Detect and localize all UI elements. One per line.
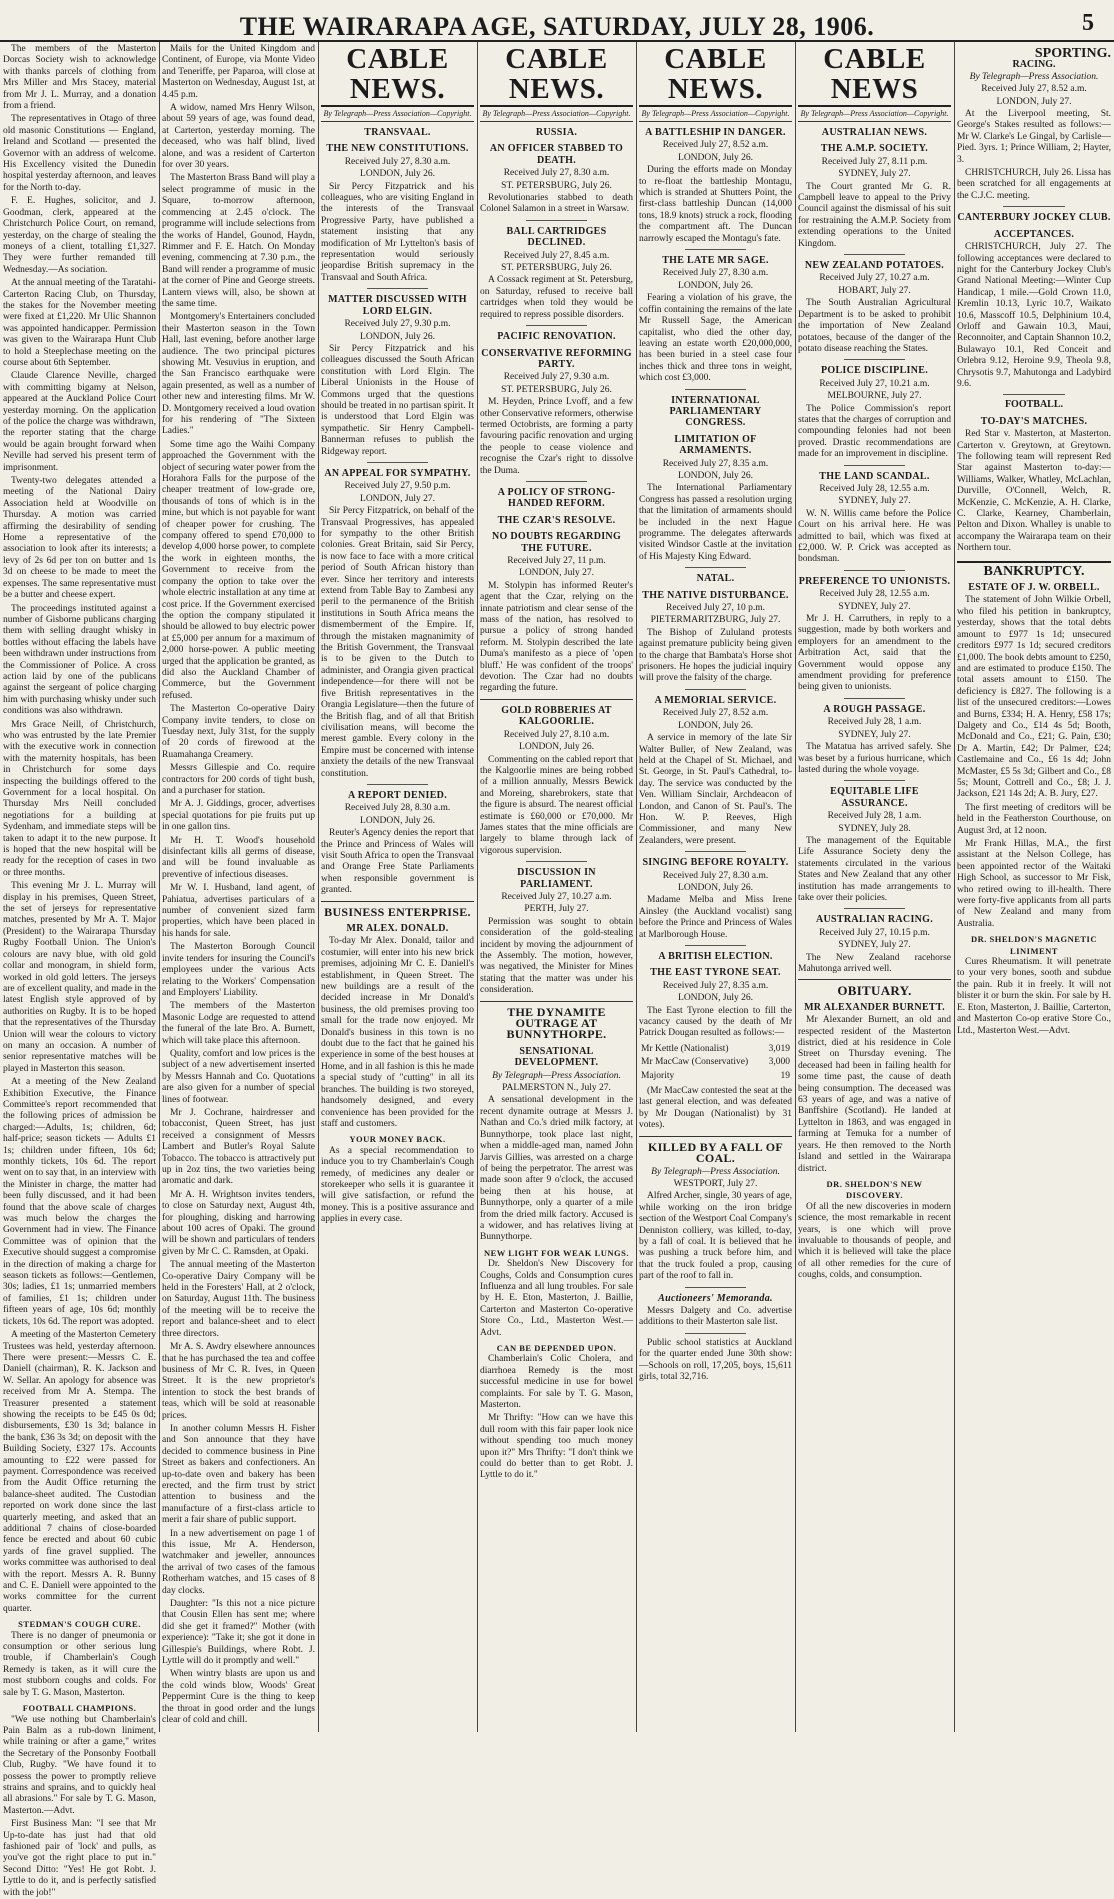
divider (685, 389, 746, 390)
news-paragraph: During the efforts made on Monday to re-float the battleship Montagu, which is stranded at Shutters Point, the first-class battleship Duncan (14,000 tons, 18.9 knots) struck a rock, flooding the compartment aft. The Duncan narrowly escaped the Montagu's fate. (639, 165, 792, 244)
dateline: Received July 27, 8.10 a.m. (503, 729, 610, 740)
press-byline: By Telegraph—Press Association. (492, 1070, 621, 1081)
divider (798, 979, 951, 980)
dateline: LONDON, July 26. (678, 152, 753, 163)
advert-title: DR. SHELDON'S MAGNETIC LINIMENT (970, 934, 1097, 956)
section-title: BANKRUPTCY. (957, 561, 1111, 577)
dateline: LONDON, July 26. (678, 470, 753, 481)
vote-count: 3,000 (768, 1057, 790, 1068)
table-row (641, 1071, 790, 1082)
section-title: OBITUARY. (837, 983, 912, 999)
news-paragraph: M. Heyden, Prince Lvoff, and a few other Conservative reformers, otherwise termed Octobrists, are forming a party favouring pacific renovation and urging the people to cease violence and recognise the Czar's right to dissolve the Duma. (480, 397, 634, 476)
divider (844, 570, 905, 571)
section-subtitle: TO-DAY'S MATCHES. (980, 415, 1088, 427)
section-subtitle: ACCEPTANCES. (993, 228, 1075, 240)
news-paragraph: Revolutionaries stabbed to death Colonel Salamon in a street in Warsaw. (480, 193, 633, 215)
news-paragraph: To-day Mr Alex. Donald, tailor and costumier, will enter into his new brick premises, adjoining Mr C. E. Daniell's establishment, in Queen Street. The new buildings are a result of the decided increase in Mr Donald's business, the old premises proving too small for the trade now enjoyed. Mr Donald's business in this town is no doubt due to the fact that he gained his experience in some of the best houses at Home, and in all fashion is this he made a special study of "cutting" in all its branches. The building is two storeyed, handsomely designed, and every convenience has been provided for the staff and customers. (321, 936, 474, 1129)
dateline: LONDON, July 26. (678, 882, 753, 893)
divider (367, 784, 428, 785)
advert-text: As a special recommendation to induce you to try Chamberlain's Cough remedy, of medicines any dealer or storekeeper who sells it is guarantee it will give satisfaction, or refund the money. This is a positive assurance and applies in every case. (321, 1145, 474, 1225)
dateline: Received July 28, 1 a.m. (827, 717, 922, 728)
cable-news-header: CABLE NEWS (798, 44, 951, 107)
section-title: RACING. (1012, 59, 1056, 71)
dateline: SYDNEY, July 27. (838, 601, 911, 612)
press-byline: By Telegraph—Press Association—Copyright. (480, 109, 633, 122)
sporting-header: SPORTING. (1034, 46, 1111, 61)
dateline: LONDON, July 26. (678, 720, 753, 731)
divider (844, 465, 905, 466)
news-paragraph: W. N. Willis came before the Police Court on his arrival here. He was admitted to bail, which was fixed at £2,000. W. P. Crick was accepted as bondsman. (798, 508, 951, 565)
section-title: AUSTRALIAN RACING. (815, 914, 934, 926)
news-paragraph: The members of the Masterton Masonic Lodge are requested to attend the funeral of the late Bro. A. Burnett, which will take place this afternoon. (162, 1001, 315, 1046)
news-paragraph: Some time ago the Waihi Company approached the Government with the object of securing water power from the Horahora Falls for the purpose of the cheaper treatment of low-grade ore, thousands of tons of which is in the mine, but which is not payable for want of cheaper power for crushing. The company offered to spend £70,000 to develop 4,000 horse power, to complete the work in eighteen months, the Government to receive from the company the option to take over the whole electric installation at any time at cost price. If the Government exercised the option the company stipulated it should be allowed to buy electric power at £5,000 per annum for a maximum of 2,000 horse-power. A public meeting urged that the application be granted, as did also the Auckland Chamber of Commerce, but the Government refused. (162, 439, 315, 701)
news-paragraph: Mrs Grace Neill, of Christchurch, who was entrusted by the late Premier with the executive work in connection with the maternity hospitals, has been in Christchurch for some days inspecting the buildings offered to the Government for a local hospital. On Thursday Mrs Neill concluded negotiations for a building at Sydenham, and immediate steps will be taken to adapt it to the new purpose. It is hoped that the new hospital will be ready for the reception of cases in two or three months. (3, 719, 156, 878)
divider (685, 689, 746, 690)
dateline: HOBART, July 27. (838, 285, 911, 296)
column-6 (795, 44, 954, 1732)
section-title: CANTERBURY JOCKEY CLUB. (957, 212, 1111, 224)
dateline: LONDON, July 26. (360, 169, 435, 180)
section-subtitle: THE NEW CONSTITUTIONS. (326, 143, 469, 155)
news-paragraph: Mr A. S. Awdry elsewhere announces that he has purchased the tea and coffee business of Mr C. R. Ives, in Queen Street. It is the new proprietor's intention to stock the best brands of teas, which will be sold at reasonable prices. (162, 1342, 315, 1421)
news-paragraph: Messrs Dalgety and Co. advertise additions to their Masterton sale list. (639, 1305, 792, 1328)
news-paragraph: The management of the Equitable Life Assurance Society deny the statements circulated in the various States and New Zealand that any other institution has made arrangements to take over their policies. (798, 835, 951, 903)
advert-text: "We use nothing but Chamberlain's Pain Balm as a rub-down liniment, while training or after a game," writes the Secretary of the Ponsonby Football Club, Rugby. "We have found it to possess the power to promptly relieve strains and sprains, and to quickly heal all abrasions." For sale by T. G. Mason, Masterton.—Advt. (3, 1714, 156, 1816)
divider (685, 851, 746, 852)
news-paragraph: Quality, comfort and low prices is the subject of a new advertisement inserted by Messrs Hannah and Co. Quotations are also given for a number of special lines of footwear. (162, 1048, 315, 1105)
section-title: BALL CARTRIDGES DECLINED. (506, 225, 607, 249)
news-paragraph: A widow, named Mrs Henry Wilson, about 59 years of age, was found dead, at Carterton, yesterday morning. The deceased, who was half blind, lived alone, and was a resident of Carterton for over 30 years. (162, 103, 315, 171)
news-paragraph: Mr J. Cochrane, hairdresser and tobacconist, Queen Street, has just received a consignment of Messrs Lambert and Butler's Royal Salute Tobacco. The tobacco is attractively put up in 2oz tins, the two varieties being aromatic and dark. (162, 1107, 315, 1187)
section-title: DISCUSSION IN PARLIAMENT. (517, 867, 596, 890)
column-2 (159, 44, 318, 1732)
dateline: Received July 27, 8.35 a.m. (662, 980, 769, 991)
column-4 (477, 44, 636, 1732)
press-byline: By Telegraph—Press Association—Copyright. (798, 109, 951, 122)
advert-title: DR. SHELDON'S NEW DISCOVERY. (826, 1178, 923, 1201)
dateline: Received July 28, 8.30 a.m. (344, 803, 451, 814)
news-paragraph: A sensational development in the recent dynamite outrage at Messrs J. Nathan and Co.'s dried milk factory, at Bunnythorpe, took place last night, when a middle-aged man, named John Jarvis Gillies, was arrested on a charge of being the perpetrator. The arrest was made soon after 9 o'clock, the accused being then at his house, at Bunnythorpe, only a quarter of a mile from the dried milk factory. Accused is a widower, and has relatives living at Bunnythorpe. (480, 1095, 633, 1243)
news-paragraph: Mr H. T. Wood's household disinfectant kills all germs of disease, and will be found invaluable as preventive of infectious diseases. (162, 835, 315, 880)
dateline: Received July 27, 11 p.m. (507, 556, 606, 566)
dateline: Received July 27, 10.15 p.m. (819, 927, 930, 938)
press-byline: By Telegraph—Press Association. (651, 1166, 780, 1177)
news-paragraph: Mr Alexander Burnett, an old and respected resident of the Masterton district, died at his residence in Cole Street on Thursday evening. The deceased had been in failing health for some time past, the cause of death being consumption. The deceased was 63 years of age, and was a native of Banffshire (Scotland). He landed at Lyttelton in 1863, and was engaged in farming at Temuka for a number of years. He then removed to the North Island and settled in the Wairarapa district. (798, 1015, 951, 1174)
section-subtitle: SENSATIONAL DEVELOPMENT. (514, 1045, 599, 1069)
divider (367, 288, 428, 289)
news-paragraph: Alfred Archer, single, 30 years of age, while working on the iron bridge section of the Westport Coal Company's Denniston colliery, was killed, to-day, by a fall of coal. It is believed that he was pushing a truck before him, and that the truck fouled a prop, causing part of the roof to fall in. (639, 1191, 792, 1282)
news-paragraph: Red Star v. Masterton, at Masterton. Carterton v. Greytown, at Greytown. The following team will represent Red Star against Masterton to-day:—Williams, Walker, Whatley, McLachlan, Durville, O'Connell, Welch, R. McKenzie, C. McKenzie, A. H. Clarke, C. Clarke, Kearney, Chamberlain, Pelton and Dixon. Whalley is unable to accompany the Wairarapa team on their Northern tour. (957, 429, 1111, 554)
masthead (0, 6, 1114, 42)
section-title: FOOTBALL. (1004, 399, 1064, 411)
divider (844, 698, 905, 699)
candidate-name: Mr Kettle (Nationalist) (641, 1043, 729, 1054)
news-paragraph: In a new advertisement on page 1 of this issue, Mr A. Henderson, watchmaker and jeweller, announces the arrival of two cases of the famous Rotherham watches, and 15 cases of 8 day clocks. (162, 1528, 315, 1596)
page-number: 5 (1082, 10, 1094, 36)
section-subtitle: MR ALEXANDER BURNETT. (804, 1001, 945, 1013)
section-title: THE LAND SCANDAL. (819, 470, 930, 482)
divider (844, 908, 905, 909)
dateline: Received July 27, 10.21 a.m. (819, 378, 930, 389)
advert-text: Cures Rheumatism. It will penetrate to your very bones, sooth and subdue the pain. Rub it in freely. It will not blister it or burn the skin. For sale by H. E. Eton, Masterton, J. Baillie, Carterton, and Masterton Co-op erative Store Co., Ltd., Masterton West.—Advt. (957, 957, 1111, 1036)
news-paragraph: Public school statistics at Auckland for the quarter ended June 30th show:—Schools on roll, 17,205, boys, 15,611 girls, total 32,716. (639, 1337, 792, 1382)
news-paragraph: The representatives in Otago of three old masonic Constitutions — England, Ireland and Scotland — presented the Governor with an address of welcome. His Excellency visited the Dunedin hospital yesterday afternoon, and leaves for the North to-day. (3, 114, 156, 193)
section-title: TRANSVAAL. (364, 127, 431, 138)
candidate-name: Majority (641, 1070, 675, 1081)
dateline: SYDNEY, July 27. (838, 169, 911, 180)
divider (480, 1001, 633, 1002)
news-paragraph: A meeting of the Masterton Cemetery Trustees was held, yesterday afternoon. There were present:—Messrs C. E. Daniell (chairman), R. K. Jackson and W. Sellar. An apology for absence was received from Mr A. Stempa. The Treasurer presented a statement showing the receipts to be £45 0s 0d; disbursements, £30 1s 3d; balance in the bank, £36 3s 3d; on deposit with the Building Society, £327 17s. Accounts amounting to £22 were passed for payment. Correspondence was received from the Audit Office returning the balance-sheet audited. The Custodian reported on work done since the last quarterly meeting, and asked that an additional 7 chains of close-boarded fence be erected and about 60 cubic yards of fine gravel supplied. The works committee was authorised to deal with the report. Messrs A. R. Bunny and C. E. Daniell were appointed to the works committee for the current quarter. (3, 1330, 156, 1614)
section-title: A POLICY OF STRONG-HANDED REFORM. (497, 486, 616, 510)
news-paragraph: Madame Melba and Miss Irene Ainsley (the Auckland vocalist) sang before the Prince and Princess of Wales at Marlborough House. (639, 895, 792, 940)
cable-news-header: CABLE NEWS. (639, 44, 792, 107)
section-title: SINGING BEFORE ROYALTY. (642, 857, 789, 869)
divider (685, 1333, 746, 1334)
news-paragraph: The Court granted Mr G. R. Campbell leave to appeal to the Privy Council against the dismissal of his suit for restraining the A.M.P. Society from extending operations to the United Kingdom. (798, 181, 951, 249)
news-paragraph: The members of the Masterton Dorcas Society wish to acknowledge with thanks parcels of clothing from Mrs Miller and Mrs Stacey, material from Mr J. L. Murray, and a donation from a friend. (3, 44, 156, 112)
dateline: WESTPORT, July 27. (673, 1178, 758, 1189)
advert-text: Dr. Sheldon's New Discovery for Coughs, Colds and Consumption cures Influenza and all lung troubles. For sale by H. E. Eton, Masterton, J. Baillie, Carterton and Masterton Co-operative Store Co., Ltd., Masterton West.—Advt. (480, 1259, 633, 1338)
dateline: Received July 27, 9.30 a.m. (503, 372, 610, 383)
dateline: Received July 28, 1 a.m. (827, 811, 922, 822)
dateline: Received July 27, 8.52 a.m. (981, 84, 1087, 95)
section-subtitle: LIMITATION OF ARMAMENTS. (674, 433, 757, 457)
section-title: A ROUGH PASSAGE. (823, 703, 926, 715)
divider (526, 861, 587, 862)
section-subtitle: ESTATE OF J. W. ORBELL. (968, 582, 1100, 594)
news-paragraph: Reuter's Agency denies the report that the Prince and Princess of Wales will visit South Africa to open the Transvaal and Orange Free State Parliaments when responsible government is granted. (321, 828, 474, 896)
dateline: Received July 27, 10.27 a.m. (819, 273, 930, 284)
news-paragraph: Mr A. H. Wrightson invites tenders, to close on Saturday next, August 4th, for ploughing, disking and harrowing about 100 acres of Opaki. The ground will be shown and particulars of tenders given by Mr C. C. Ramsden, at Opaki. (162, 1189, 315, 1257)
news-paragraph: In another column Messrs H. Fisher and Son announce that they have decided to commence business in Pine Street as bakers and confectioners. An up-to-date oven and bakery has been erected, and the firm trust by strict attention to business and the manufacture of a first-class article to merit a fair share of public support. (162, 1423, 315, 1526)
news-paragraph: This evening Mr J. L. Murray will display in his premises, Queen Street, the set of jerseys for representative matches, presented by Mr A. T. Major (President) to the Wairarapa Thursday Rugby Football Union. The Union's colours are navy blue, with old gold collar and monogram, in shield form, worked in old gold letters. The jerseys are of excellent quality, and made in the latest English style approved of by authorities on Rugby. It is to be hoped that the representatives of the Thursday Union will wear the colours to victory on many an occasion. A number of senior representative matches will be played in Masterton this season. (3, 881, 156, 1074)
column-5 (636, 44, 795, 1732)
news-paragraph: The statement of John Wilkie Orbell, who filed his petition in bankruptcy, yesterday, shows that the total debts amount to £977 1s 1d; unsecured creditors £977 1s 1d; secured creditors £1,000. The book debts amount to £250, and are estimated to produce £150. The total assets amount to £150. The deficiency is £827. The following is a list of the unsecured creditors:—Lowes and Burns, £334; H. A. Henry, £58 17s; Dalgety and Co., £14 4s 5d; Booth, McDonald and Co., £21; G. Pain, £30; Dr A. Martin, £42; Dr Palmer, £24; Castlemaine and Co., £6 1s 4d; John McMaster, £5 5s 3d; Gilbert and Co., £8 5s; Mount, Cottrell and Co., £8; J. J. Jackson, £21 14s 2d; A. B. Jury, £27. (957, 595, 1111, 800)
divider (321, 901, 474, 902)
dateline: Received July 28, 12.55 a.m. (819, 483, 930, 494)
section-title: BUSINESS ENTERPRISE. (324, 904, 471, 919)
press-byline: By Telegraph—Press Association—Copyright. (639, 109, 792, 122)
dateline: SYDNEY, July 28. (838, 823, 911, 834)
divider (639, 1136, 792, 1137)
news-paragraph: The Police Commission's report states that the charges of corruption and compounding felonies had not been proved. Drastic recommendations are made for an improvement in discipline. (798, 403, 951, 460)
news-paragraph: At the Liverpool meeting, St. George's Stakes resulted as follows:—Mr W. Clarke's Le Gingal, by Carlisle—Pied. 3yrs. 1; Prince William, 2; Hayter, 3. (957, 109, 1111, 165)
news-paragraph: (Mr MacCaw contested the seat at the last general election, and was defeated by Mr Dougan (Nationalist) by 31 votes). (639, 1086, 792, 1131)
advert-text: Of all the new discoveries in modern science, the most remarkable in recent years, is one which will prove invaluable to thousands of people, and which it is believed will take the place of all other remedies for the cure of coughs, colds, and consumption. (798, 1201, 951, 1281)
section-title: THE LATE MR SAGE. (662, 255, 769, 267)
section-subtitle: AN OFFICER STABBED TO DEATH. (489, 143, 624, 166)
dateline: ST. PETERSBURG, July 26. (501, 180, 612, 191)
dateline: Received July 27, 9.50 p.m. (344, 481, 451, 492)
candidate-name: Mr MacCaw (Conservative) (641, 1057, 749, 1068)
section-title: PREFERENCE TO UNIONISTS. (798, 575, 951, 587)
table-row (641, 1057, 790, 1068)
advert-text: There is no danger of pneumonia or consumption or other serious lung trouble, if Chamberlain's Cough Remedy is taken, as it will cure the most stubborn coughs and colds. For sale by T. G. Mason, Masterton. (3, 1630, 156, 1698)
dateline: Received July 27, 8.30 a.m. (503, 168, 610, 179)
advert-title: STEDMAN'S COUGH CURE. (18, 1619, 141, 1630)
news-paragraph: The Bishop of Zululand protests against premature publicity being given to the charge that Bambata's Horse shot prisoners. He hopes the judicial inquiry will prove the falsity of the charge. (639, 627, 792, 684)
vote-count: 3,019 (768, 1043, 790, 1054)
section-title: KILLED BY A FALL OF COAL. (647, 1139, 784, 1166)
dateline: MELBOURNE, July 27. (827, 391, 922, 402)
section-subtitle: THE EAST TYRONE SEAT. (650, 967, 781, 979)
news-paragraph: At the annual meeting of the Taratahi-Carterton Racing Club, on Thursday, the stakes for the November meeting were fixed at £1,220. Mr Ulic Shannon was appointed handicapper. Permission was given to the Wairarapa Hunt Club to hold a Steeplechase meeting on the course about 6th September. (3, 278, 156, 368)
news-paragraph: Sir Percy Fitzpatrick, on behalf of the Transvaal Progressives, has appealed for sympathy to the other British colonies. Great Britain, said Sir Percy, is now face to face with a more critical period of South African history than ever. Since her territory and interests extend from Table Bay to Zambesi any peril to the permanence of the British institutions in South Africa means the dismemberment of the Empire. If, through the mistaken magnanimity of the British Government, the Transvaal is to be given to the Dutch to administer, and Orangia given practical independence—for there will not be five British representatives in the Orangia Legislature—then the future of the British flag, and of all that British civilisation means, will become the merest gamble. Every colony in the Empire must be concerned with intense anxiety the details of the new Transvaal constitution. (321, 506, 474, 779)
dateline: SYDNEY, July 27. (838, 496, 911, 507)
divider (844, 780, 905, 781)
news-paragraph: Montgomery's Entertainers concluded their Masterton season in the Town Hall, last evening, before another large audience. The two principal pictures showing Mt. Vesuvius in eruption, and the San Francisco earthquake were again presented, as well as a number of other new and interesting films. Mr W. D. Montgomery received a loud ovation for his rendering of "The Sixteen Ladies." (162, 312, 315, 437)
section-subtitle: THE NATIVE DISTURBANCE. (642, 589, 789, 601)
divider (844, 254, 905, 255)
news-paragraph: CHRISTCHURCH, July 27. The following acceptances were declared to night for the Canterbury Jockey Club's Grand National Meeting:—Winter Cup Handicap, 1 mile.—Gold Crown 11.0, Kremlin 10.13, Lyric 10.7, Waikato 10.6, Masscoff 10.5, Delphinium 10.4, Orloff and Gawain 10.3, Maui, Reconnoiter, and Captain Shannon 10.2, Bulawayo 10.1, Red Conceit and Orlebra 9.12, Heroine 9.9, Theola 9.8, Chrysotis 9.7, Mahutonga and Ladybird 9.6. (957, 242, 1111, 389)
news-paragraph: A service in memory of the late Sir Walter Buller, of New Zealand, was held at the Chapel of St. Michael, and St. George, in St. Paul's Cathedral, to-day. The service was conducted by the Ven. William Sinclair, Archdeacon of London, and Canon of St. Paul's. The Hon. W. P. Reeves, High Commissioner, and many New Zealanders, were present. (639, 733, 792, 846)
press-byline: By Telegraph—Press Association. (969, 71, 1099, 82)
section-title: AUSTRALIAN NEWS. (821, 127, 928, 138)
divider (685, 567, 746, 568)
vote-count: 19 (780, 1070, 790, 1081)
news-paragraph: M. Stolypin has informed Reuter's agent that the Czar, relying on the innate patriotism and clear sense of the mass of the nation, has resolved to pursue a policy of strong handed reform. M. Stolypin described the late Duma's manifesto as a piece of 'open bluff.' He was confident of the troops' devotion. The Czar had no doubts regarding the future. (480, 580, 633, 694)
news-paragraph: Fearing a violation of his grave, the coffin containing the remains of the late Mr Russell Sage, the American capitalist, who died the other day, leaving an estate worth £20,000,000, has been buried in a steel case four inches thick and three tons in weight, which cost £3,000. (639, 293, 792, 384)
divider (1003, 394, 1065, 395)
divider (526, 481, 587, 482)
divider (685, 1287, 746, 1288)
dateline: Received July 27, 8.45 a.m. (503, 250, 610, 261)
advert-title: NEW LIGHT FOR WEAK LUNGS. (484, 1247, 629, 1258)
news-paragraph: The annual meeting of the Masterton Co-operative Dairy Company will be held in the Foresters' Hall, at 2 o'clock, on Saturday, August 11th. The business of the meeting will be to receive the report and balance-sheet and to elect three directors. (162, 1260, 315, 1339)
news-paragraph: The Matatua has arrived safely. She was beset by a furious hurricane, which lasted during the whole voyage. (798, 742, 951, 775)
divider (526, 220, 587, 221)
news-paragraph: The International Parliamentary Congress has passed a resolution urging that the limitation of armaments should be included in the next Hague programme. The delegates afterwards visited Windsor Castle at the invitation of His Majesty King Edward. (639, 483, 792, 562)
advert-title: FOOTBALL CHAMPIONS. (22, 1703, 137, 1714)
news-paragraph: The proceedings instituted against a number of Gisborne publicans charging them with selling draught whisky in bottles without effacing the labels have been withdrawn under instructions from the Commissioner of Police. A cross action laid by one of the publicans against the sergeant of police charging him with purchasing whisky under such conditions was also withdrawn. (3, 603, 156, 717)
advert-title: YOUR MONEY BACK. (349, 1134, 446, 1145)
dateline: Received July 27, 8.30 a.m. (662, 870, 769, 881)
masthead-title: THE WAIRARAPA AGE, SATURDAY, JULY 28, 1906. (239, 12, 875, 41)
divider (526, 325, 587, 326)
advert-text: Daughter: "Is this not a nice picture that Cousin Ellen has sent me; where did she get it framed?" Mother (with experience): "Take it; she got it done in Gillespie's Buildings, where Robt. J. Lyttle will do it promptly and well." (162, 1599, 315, 1667)
divider (480, 699, 633, 700)
advert-text: Chamberlain's Colic Cholera, and diarrhoea Remedy is the most successful medicine in use for bowel complaints. For sale by T. G. Mason, Masterton. (480, 1354, 633, 1411)
divider (367, 462, 428, 463)
cable-news-header: CABLE NEWS. (321, 44, 474, 107)
section-title: PACIFIC RENOVATION. (497, 331, 616, 343)
press-byline: By Telegraph—Press Association—Copyright. (321, 109, 474, 122)
news-paragraph: The Masterton Brass Band will play a select programme of music in the Square, to-morrow afternoon, commencing at 2.45 o'clock. The programme will include selections from the works of Handel, Gounod, Haydn, Rimmer and F. E. Hatch. On Monday evening, commencing at 7.30 p.m., the Band will render a programme of music at the corner of Pine and George streets. Lantern views will, also, be shown at the same time. (162, 173, 315, 309)
news-paragraph: Mails for the United Kingdom and Continent, of Europe, via Monte Video and Teneriffe, per Paparoa, will close at Masterton on Wednesday, August 1st, at 4.45 p.m. (162, 44, 315, 100)
section-subtitle: NO DOUBTS REGARDING THE FUTURE. (491, 531, 622, 554)
section-subtitle: THE CZAR'S RESOLVE. (497, 514, 616, 526)
news-paragraph: The Masterton Borough Council invite tenders for insuring the Council's employees under the various Acts relating to the Workers' Compensation and Employers' Liability. (162, 942, 315, 998)
news-paragraph: The New Zealand racehorse Mahutonga arrived well. (798, 952, 951, 974)
advert-title: CAN BE DEPENDED UPON. (496, 1343, 617, 1353)
news-paragraph: Twenty-two delegates attended a meeting of the National Dairy Association held at Woodville on Thursday. A motion was carried affirming the desirability of sending Home a representative of the association to look after its interests; a levy of 2s 6d per ton on butter and 1s 3d on cheese to be made to meet the expenses. The same representative must be a butter and cheese expert. (3, 476, 156, 601)
news-paragraph: Permission was sought to obtain consideration of the gold-stealing incident by moving the adjournment of the Assembly. The motion, however, was negatived, the Minister for Mines stating that the matter was under his consideration. (480, 916, 633, 996)
advert-text: When wintry blasts are upon us and the cold winds blow, Woods' Great Peppermint Cure is the thing to keep the throat in good order and the lungs clear of cold and chill. (162, 1669, 315, 1726)
dateline: Received July 27, 10.27 a.m. (501, 891, 612, 902)
section-title: A REPORT DENIED. (347, 789, 447, 801)
dateline: LONDON, July 27. (360, 493, 435, 504)
section-title: A BATTLESHIP IN DANGER. (645, 127, 786, 138)
dateline: LONDON, July 27. (996, 96, 1072, 107)
dateline: PALMERSTON N., July 27. (502, 1083, 611, 1094)
section-subtitle: CONSERVATIVE REFORMING PARTY. (481, 347, 632, 370)
section-title: A BRITISH ELECTION. (658, 951, 773, 962)
news-paragraph: Sir Percy Fitzpatrick and his colleagues discussed the South African constitution with Lord Elgin. The Liberal Unionists in the House of Commons urged that the questions should be treated in no partisan spirit. It is understood that Lord Elgin was sympathetic. Sir Henry Campbell-Bannerman refuses to publish the Ridgeway report. (321, 343, 474, 457)
dateline: Received July 27, 8.52 a.m. (662, 708, 769, 719)
section-title: NEW ZEALAND POTATOES. (804, 260, 945, 272)
dateline: LONDON, July 26. (360, 815, 435, 826)
section-title: GOLD ROBBERIES AT KALGOORLIE. (501, 704, 612, 728)
dateline: ST. PETERSBURG, July 26. (501, 263, 612, 274)
news-paragraph: Mr J. H. Carruthers, in reply to a suggestion, made by both workers and employers for an amendment to the Arbitration Act, said that the Government would oppose any amendment providing for preference being given to unionists. (798, 614, 951, 693)
news-paragraph: Commenting on the cabled report that the Kalgoorlie mines are being robbed of a million annually, Messrs Bewick and Moreing, sharebrokers, state that the figure is absurd. The nearest official estimate is £60,000 or £70,000. Mr James states that the mine officials are largely to blame through lack of vigorous supervision. (480, 754, 633, 856)
news-paragraph: Mr W. I. Husband, land agent, of Pahiatua, advertises particulars of a number of convenient sized farm properties, which have been placed in his hands for sale. (162, 883, 315, 939)
news-paragraph: The East Tyrone election to fill the vacancy caused by the death of Mr Patrick Dougan resulted as follows:— (639, 1005, 792, 1039)
dateline: ST. PETERSBURG, July 26. (501, 384, 612, 395)
section-subtitle: THE A.M.P. SOCIETY. (820, 143, 929, 155)
column-3 (318, 44, 477, 1732)
dateline: LONDON, July 26. (519, 742, 594, 753)
divider (1003, 206, 1065, 207)
news-paragraph: F. E. Hughes, solicitor, and J. Goodman, clerk, appeared at the Christchurch Police Court, on remand, yesterday, on the charge of stealing the moneys of a client, totalling £1,327. They were further remanded till Wednesday.—As sociation. (3, 196, 156, 275)
section-title: INTERNATIONAL PARLIAMENTARY CONGRESS. (669, 394, 762, 429)
divider (685, 945, 746, 946)
section-title: POLICE DISCIPLINE. (820, 365, 929, 377)
section-title: EQUITABLE LIFE ASSURANCE. (830, 786, 919, 809)
advert-text: Mr Thrifty: "How can we have this dull room with this fair paper look nice without spending too much money upon it?" Mrs Thrifty: "I don't think we could do better than to get Robt. J. Lyttle to do it." (480, 1413, 633, 1481)
section-title: A MEMORIAL SERVICE. (654, 694, 777, 706)
news-paragraph: Messrs Gillespie and Co. require contractors for 200 cords of tight bush, and a purchaser for station. (162, 763, 315, 796)
news-paragraph: The South Australian Agricultural Department is to be asked to prohibit the importation of New Zealand potatoes, because of the danger of the potato disease reaching the States. (798, 298, 951, 354)
divider (685, 249, 746, 250)
advert-text: First Business Man: "I see that Mr Up-to-date has just had that old fashioned pair of 'lock' and pulls, as you've got the right place to put in." Second Ditto: "Yes! He got Robt. J. Lyttle to do it, and is perfectly satisfied with the job!" (3, 1819, 156, 1898)
divider (844, 359, 905, 360)
dateline: Received July 27, 8.30 a.m. (662, 268, 769, 279)
dateline: Received July 27, 8.11 p.m. (821, 156, 928, 167)
news-paragraph: Claude Clarence Neville, charged with committing bigamy at Nelson, appeared at the Auckland Police Court yesterday morning. On the application of the police the charge was withdrawn, the reporter stating that the charge would be again brought forward when Neville had served his present term of imprisonment. (3, 371, 156, 473)
cable-news-header: CABLE NEWS. (480, 44, 633, 107)
election-results-table (639, 1042, 792, 1084)
dateline: PIETERMARITZBURG, July 27. (650, 615, 781, 626)
section-title: Auctioneers' Memoranda. (658, 1292, 773, 1304)
column-1 (0, 44, 159, 1898)
section-title: RUSSIA. (535, 127, 578, 138)
section-title: NATAL. (696, 573, 735, 585)
news-paragraph: A Cossack regiment at St. Petersburg, on Saturday, refused to receive ball cartridges when told they would be required to repress possible disorders. (480, 275, 633, 320)
news-paragraph: Mr A. J. Giddings, grocer, advertises special quotations for pie fruits put up in one gallon tins. (162, 799, 315, 833)
dateline: SYDNEY, July 27. (838, 729, 911, 740)
section-title: AN APPEAL FOR SYMPATHY. (324, 467, 471, 479)
dateline: Received July 27, 8.35 a.m. (662, 458, 769, 469)
dateline: LONDON, July 26. (360, 331, 435, 342)
dateline: Received July 27, 9.30 p.m. (344, 319, 451, 330)
news-paragraph: The Masterton Co-operative Dairy Company invite tenders, to close on Tuesday next, July 31st, for the supply of 20 cords of firewood at the Ruamahanga Creamery. (162, 704, 315, 760)
section-title: MATTER DISCUSSED WITH LORD ELGIN. (328, 294, 467, 317)
section-subtitle: MR ALEX. DONALD. (346, 923, 449, 934)
dateline: Received July 27, 10 p.m. (666, 603, 765, 614)
news-paragraph: Mr Frank Hillas, M.A., the first assistant at the Nelson College, has been appointed rector of the Waitaki High School, as successor to Mr Fisk, who retired owing to ill-health. There were forty-five applicants from all parts of New Zealand and many from Australia. (957, 839, 1111, 929)
news-paragraph: At a meeting of the New Zealand Exhibition Executive, the Finance Committee's report recommended that the following prices of admission be charged:—Adults, 1s; children, 6d; half-price; season tickets — Adults £1 1s; children under fifteen, 10s 6d; monthly tickets, 10s 6d. The report went on to say that, in an interview with the Minister in charge, the matter had been fully discussed, and it had been found that the above scale of charges was much below the charges the Government had in view. The Finance Committee was of opinion that the Executive should suggest a compromise in the direction of making a charge for season tickets as follows:—Gentlemen, 30s; ladies, £1 1s; unmarried members of families, £1 1s; children under fifteen years of age, 10s 6d; monthly tickets, 10s 6d. The report was adopted. (3, 1077, 156, 1327)
column-7 (954, 44, 1114, 1732)
news-paragraph: CHRISTCHURCH, July 26. Lissa has been scratched for all engagements at the C.J.C. meeting. (957, 168, 1111, 201)
news-paragraph: The first meeting of creditors will be held in the Featherston Courthouse, on August 3rd, at 12 noon. (957, 802, 1111, 836)
dateline: Received July 27, 8.52 a.m. (662, 140, 769, 151)
dateline: LONDON, July 27. (519, 568, 594, 579)
section-title: THE DYNAMITE OUTRAGE AT BUNNYTHORPE. (506, 1004, 607, 1042)
dateline: Received July 27, 8.30 a.m. (344, 156, 451, 167)
dateline: Received July 28, 12.55 a.m. (819, 589, 930, 600)
news-paragraph: Sir Percy Fitzpatrick and his colleagues, who are visiting England in the interests of the Transvaal Progressive Party, have published a statement insisting that any modification of Mr Lyttelton's basis of representation would seriously jeopardise British supremacy in the Transvaal and South Africa. (321, 181, 474, 283)
table-row (641, 1044, 790, 1055)
dateline: SYDNEY, July 27. (838, 940, 911, 951)
dateline: LONDON, July 26. (678, 280, 753, 291)
dateline: PERTH, July 27. (524, 904, 589, 915)
dateline: LONDON, July 26. (678, 993, 753, 1004)
